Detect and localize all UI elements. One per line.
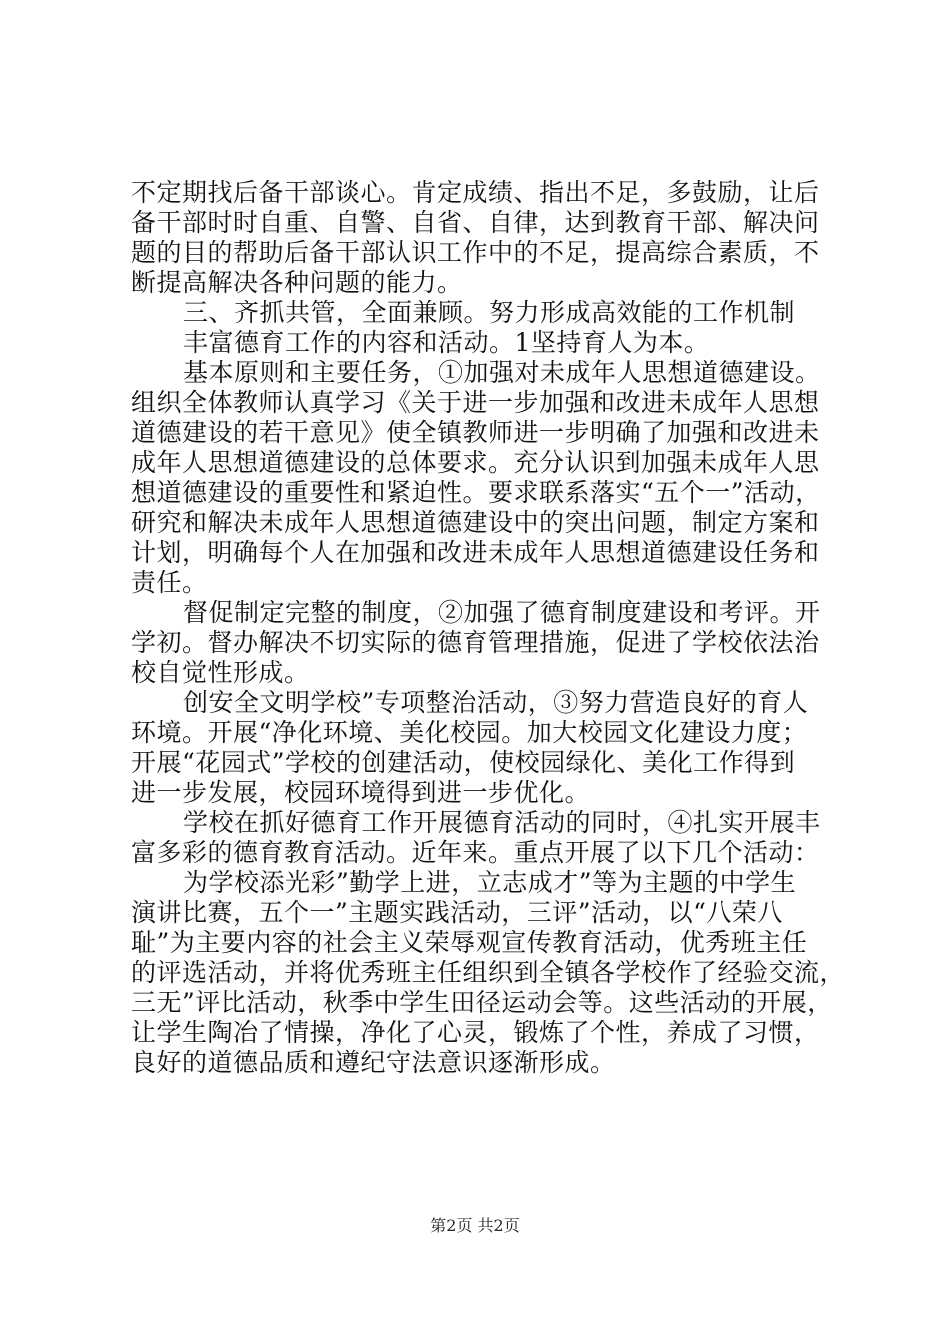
text-line: 校自觉性形成。 (131, 658, 310, 687)
text-line: 研究和解决未成年人思想道德建设中的突出问题，制定方案和 (131, 508, 820, 537)
text-line: 组织全体教师认真学习《关于进一步加强和改进未成年人思想 (131, 388, 820, 417)
text-line: 开展“花园式”学校的创建活动，使校园绿化、美化工作得到 (131, 748, 796, 777)
text-line: 让学生陶冶了情操，净化了心灵，锻炼了个性，养成了习惯， (131, 1018, 820, 1047)
text-line: 环境。开展“净化环境、美化校园。加大校园文化建设力度； (131, 718, 808, 747)
text-line: 督促制定完整的制度，②加强了德育制度建设和考评。开 (183, 598, 821, 627)
text-line: 丰富德育工作的内容和活动。1坚持育人为本。 (183, 328, 710, 357)
text-line: 的评选活动，并将优秀班主任组织到全镇各学校作了经验交流， (131, 958, 846, 987)
text-line: 为学校添光彩”勤学上进，立志成才”等为主题的中学生 (183, 868, 797, 897)
text-line: 学校在抓好德育工作开展德育活动的同时，④扎实开展丰 (183, 808, 821, 837)
text-line: 备干部时时自重、自警、自省、自律，达到教育干部、解决问 (131, 208, 820, 237)
text-line: 耻”为主要内容的社会主义荣辱观宣传教育活动，优秀班主任 (131, 928, 808, 957)
text-line: 创安全文明学校”专项整治活动，③努力营造良好的育人 (183, 688, 809, 717)
text-line: 题的目的帮助后备干部认识工作中的不足，提高综合素质，不 (131, 238, 820, 267)
text-line: 良好的道德品质和遵纪守法意识逐渐形成。 (131, 1048, 616, 1077)
text-line: 责任。 (131, 568, 208, 597)
text-line: 三、齐抓共管，全面兼顾。努力形成高效能的工作机制 (183, 298, 796, 327)
text-line: 三无”评比活动，秋季中学生田径运动会等。这些活动的开展， (131, 988, 833, 1017)
page-footer: 第2页 共2页 (430, 1216, 520, 1235)
text-line: 计划，明确每个人在加强和改进未成年人思想道德建设任务和 (131, 538, 820, 567)
text-line: 想道德建设的重要性和紧迫性。要求联系落实“五个一”活动， (131, 478, 821, 507)
text-line: 不定期找后备干部谈心。肯定成绩、指出不足，多鼓励，让后 (131, 178, 820, 207)
text-line: 道德建设的若干意见》使全镇教师进一步明确了加强和改进未 (131, 418, 820, 447)
text-line: 断提高解决各种问题的能力。 (131, 268, 463, 297)
text-line: 演讲比赛，五个一”主题实践活动，三评”活动，以“八荣八 (131, 898, 783, 927)
text-line: 基本原则和主要任务，①加强对未成年人思想道德建设。 (183, 358, 821, 387)
text-line: 进一步发展，校园环境得到进一步优化。 (131, 778, 591, 807)
text-line: 成年人思想道德建设的总体要求。充分认识到加强未成年人思 (131, 448, 820, 477)
text-line: 富多彩的德育教育活动。近年来。重点开展了以下几个活动： (131, 838, 820, 867)
text-line: 学初。督办解决不切实际的德育管理措施，促进了学校依法治 (131, 628, 820, 657)
body-text (131, 178, 846, 1078)
